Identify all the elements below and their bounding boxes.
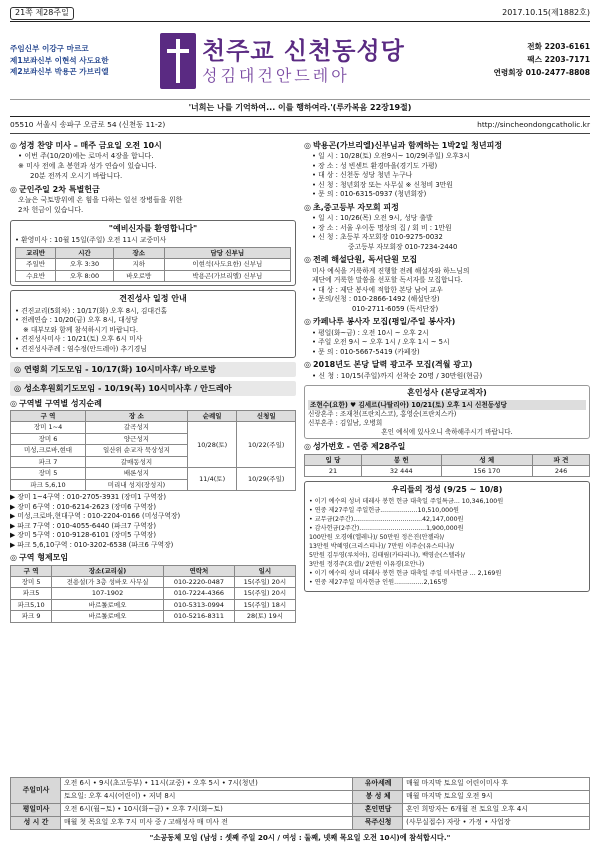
table-cell: 바르톨로메오 bbox=[52, 599, 164, 610]
table-cell: 10/22(주일) bbox=[237, 422, 296, 468]
list-item: • 대 상 : 제단 봉사에 적합한 본당 남여 교우 bbox=[312, 285, 443, 294]
list-item: • 일 시 : 10/26(목) 오전 9시, 성당 출발 bbox=[312, 214, 433, 223]
section-brothers-meeting: ◎ 구역 형제모임 bbox=[10, 553, 69, 563]
contact-list bbox=[470, 41, 590, 80]
box-title: 견진성사 일정 안내 bbox=[119, 294, 187, 304]
section-calendar-ads: ◎ 2018년도 본당 달력 광고주 모집(격월 광고) bbox=[304, 360, 473, 370]
table-cell: 10/28(토) bbox=[187, 422, 237, 468]
list-item: • 교무금(2주간)...................................42,147,000원 bbox=[309, 515, 464, 523]
table-header: 시간 bbox=[56, 248, 114, 259]
table-header: 교리반 bbox=[16, 248, 56, 259]
table-header: 장소(교리실) bbox=[52, 565, 164, 576]
confirmation-list bbox=[15, 307, 291, 355]
list-item: 제단에 거룩한 말씀을 선포할 독서자를 모집합니다. bbox=[312, 276, 463, 285]
table-cell: 156 170 bbox=[441, 466, 533, 477]
list-item: 010-2711-6059 (독서단장) bbox=[352, 304, 439, 313]
parish-title bbox=[202, 35, 470, 87]
phone: 전화 2203-6161 bbox=[527, 42, 590, 52]
text-line: 2차 헌금이 있습니다. bbox=[18, 205, 84, 214]
highlight-funeral-prayer: ◎ 연령회 기도모임 - 10/17(화) 10시미사후/ 바오로방 bbox=[10, 362, 296, 377]
list-item: • 신 청 : 청년회장 또는 사무실 ※ 신청비 3만원 bbox=[312, 180, 453, 189]
table-header: 연락처 bbox=[163, 565, 234, 576]
section-title: 카페나루 봉사자 모집(평일/주일 봉사자) bbox=[312, 317, 456, 327]
table-cell: 15(주일) 18시 bbox=[234, 599, 295, 610]
list-item: • 신 청 : 초등부 자모회장 010-9275-0032 bbox=[312, 233, 443, 242]
offering-list bbox=[309, 498, 585, 588]
list-item: ▶ 장미 1~4구역 : 010-2705-3931 (장미1 구역장) bbox=[10, 493, 167, 502]
bible-mass-text bbox=[10, 152, 296, 181]
list-item: • 문의/신청 : 010-2866-1492 (해설단장) bbox=[312, 295, 440, 304]
table-cell: 28(토) 19시 bbox=[234, 611, 295, 622]
confirmation-box bbox=[10, 290, 296, 358]
list-item: ※ 대부모와 함께 참석하시기 바랍니다. bbox=[23, 325, 138, 334]
section-title: 초,중고등부 자모회 피정 bbox=[312, 202, 399, 212]
text-line: ※ 미사 전에 초 봉헌과 성가 연습이 있습니다. bbox=[18, 162, 157, 171]
table-cell: 파크5 bbox=[11, 588, 52, 599]
table-cell: 15(주일) 20시 bbox=[234, 588, 295, 599]
list-item: ▶ 장미 6구역 : 010-6214-2623 (장미6 구역장) bbox=[10, 502, 156, 511]
wedding-couple: 조현수(요한) ♥ 김세르(나탈리아) 10/21(토) 오후 1시 신천동성당 bbox=[308, 400, 586, 411]
section-pilgrimage: ◎ 구역별 구역별 성지순례 bbox=[10, 398, 102, 408]
table-cell: 수요반 bbox=[16, 270, 56, 281]
table-row bbox=[11, 588, 296, 599]
address: 05510 서울시 송파구 오금로 54 (신천동 11-2) bbox=[10, 120, 166, 130]
list-item: • 견진성사주례 : 염수정(안드레아) 추기경님 bbox=[15, 344, 147, 353]
schedule-label: 성 시 간 bbox=[11, 816, 61, 829]
table-header: 순례일 bbox=[187, 410, 237, 421]
issue-date: 2017.10.15(제1882호) bbox=[502, 8, 590, 18]
box-title: 우리들의 정성 (9/25 ~ 10/8) bbox=[391, 485, 503, 495]
schedule-value: 혼인 희망자는 6개월 전 토요일 오후 4시 bbox=[403, 803, 590, 816]
table-cell: 갈매동성지 bbox=[86, 456, 188, 467]
text-line: 혼인 예식에 있사오니 축하해주시기 바랍니다. bbox=[381, 427, 513, 436]
table-cell: 21 bbox=[305, 466, 362, 477]
schedule-label: 유아세례 bbox=[353, 777, 403, 790]
list-item: • 연중 제27주일 주일헌금...................10,510,000원 bbox=[309, 506, 459, 514]
table-row bbox=[11, 576, 296, 587]
schedule-value: 매월 첫 목요일 오후 7시 미사 중 / 고해성사 매 미사 전 bbox=[61, 816, 353, 829]
parish-name: 천주교 신천동성당 bbox=[202, 35, 405, 65]
list-item: ▶ 장미 5구역 : 010-9128-6101 (장미5 구역장) bbox=[10, 531, 156, 540]
section-title: 박용곤(가브리엘)신부님과 함께하는 1박2일 청년피정 bbox=[312, 141, 503, 151]
highlight-text: 성소후원회기도모임 - 10/19(목) 10시미사후 / 안드레아 bbox=[24, 382, 232, 393]
list-item: • 평일(화~금) : 오전 10시 ~ 오후 2시 bbox=[312, 328, 429, 337]
schedule-label: 묵주신청 bbox=[353, 816, 403, 829]
address-bar bbox=[10, 117, 590, 134]
table-cell: 010-5216-8311 bbox=[163, 611, 234, 622]
schedule-label: 주일미사 bbox=[11, 777, 61, 803]
table-cell: 오후 8:00 bbox=[56, 270, 114, 281]
schedule-label: 혼인면담 bbox=[353, 803, 403, 816]
wedding-box bbox=[304, 385, 590, 440]
welcome-mass-line: • 환영미사 : 10월 15일(주일) 오전 11시 교중미사 bbox=[15, 236, 167, 245]
small-community-note: "소공동체 모임 (남성 : 셋째 주일 20시 / 여성 : 둘째, 넷째 목요일 오전 10시)에 참석합시다." bbox=[149, 832, 451, 842]
class-table bbox=[15, 247, 291, 282]
schedule-label: 봉 성 체 bbox=[353, 790, 403, 803]
table-cell: 이현석(사도요한) 신부님 bbox=[164, 259, 290, 270]
cafe-volunteer-list bbox=[304, 329, 590, 358]
list-item: • 문 의 : 010-5667-5419 (카페장) bbox=[312, 347, 420, 356]
table-cell: 32 444 bbox=[361, 466, 441, 477]
military-offering-text bbox=[10, 196, 296, 216]
table-row bbox=[11, 422, 296, 433]
list-item: ▶ 파크 5,6,10구역 : 010-3202-6538 (파크6 구역장) bbox=[10, 540, 174, 549]
table-cell: 010-2220-0487 bbox=[163, 576, 234, 587]
table-cell: 양근성지 bbox=[86, 433, 188, 444]
list-item: ▶ 미성,크로바,현대구역 : 010-2204-0166 (미성구역장) bbox=[10, 512, 181, 521]
table-cell: 오후 3:30 bbox=[56, 259, 114, 270]
issue-week: 21쪽 제28주일 bbox=[10, 7, 74, 19]
table-cell: 010-7224-4366 bbox=[163, 588, 234, 599]
table-row bbox=[11, 777, 590, 790]
table-header: 담당 신부님 bbox=[164, 248, 290, 259]
table-cell: 미성,크로바,현대 bbox=[11, 445, 86, 456]
list-item: ▶ 파크 7구역 : 010-4055-6440 (파크7 구역장) bbox=[10, 521, 156, 530]
section-youth-retreat: ◎ 박용곤(가브리엘)신부님과 함께하는 1박2일 청년피정 bbox=[304, 141, 503, 151]
list-item: 중고등부 자모회장 010-7234-2440 bbox=[348, 242, 458, 251]
youth-retreat-list bbox=[304, 152, 590, 200]
masthead bbox=[10, 22, 590, 100]
fax: 팩스 2203-7171 bbox=[527, 55, 590, 65]
section-title: 성가번호 - 연중 제28주일 bbox=[312, 442, 406, 452]
section-title: 구역별 구역별 성지순례 bbox=[18, 398, 102, 408]
table-cell: 파크5,10 bbox=[11, 599, 52, 610]
table-row bbox=[11, 599, 296, 610]
top-bar bbox=[10, 6, 590, 22]
table-cell: 11/4(토) bbox=[187, 468, 237, 491]
brothers-table bbox=[10, 565, 296, 623]
table-cell: 장미 5 bbox=[11, 576, 52, 587]
table-header: 장 소 bbox=[86, 410, 188, 421]
highlight-text: 연령회 기도모임 - 10/17(화) 10시미사후/ 바오로방 bbox=[24, 364, 216, 375]
text-line: • 이번 주(10/20)에는 로마서 4장을 합니다. bbox=[18, 152, 154, 161]
schedule-value: 오전 6시(월~토) • 10시(화~금) • 오후 7시(화~토) bbox=[61, 803, 353, 816]
scripture-motto: '너희는 나를 기억하여... 이를 행하여라.'(루카복음 22장19절) bbox=[10, 100, 590, 117]
website-link[interactable]: http://sincheondongcatholic.kr bbox=[477, 120, 590, 130]
schedule-table bbox=[10, 777, 590, 830]
table-cell: 주일반 bbox=[16, 259, 56, 270]
liturgy-recruit-list bbox=[304, 267, 590, 315]
section-title: 2018년도 본당 달력 광고주 모집(격월 광고) bbox=[312, 360, 473, 370]
list-item: • 일 시 : 10/28(토) 오전9시~ 10/29(주일) 오후3시 bbox=[312, 152, 470, 161]
pilgrimage-table bbox=[10, 410, 296, 491]
left-column bbox=[10, 138, 296, 623]
church-logo-icon bbox=[160, 33, 196, 89]
table-row bbox=[11, 816, 590, 829]
section-cafe-volunteer: ◎ 카페나루 봉사자 모집(평일/주일 봉사자) bbox=[304, 317, 456, 327]
table-cell: 바오로방 bbox=[113, 270, 164, 281]
list-item: • 이기 예수의 성녀 데레사 봉헌 헌금 대축일 주일 미사헌금 ... 2,169원 bbox=[309, 569, 502, 577]
table-cell: 바르톨로메오 bbox=[52, 611, 164, 622]
text-line: 신랑혼주 : 조재천(프란치스코), 홍영순(프란치스카) bbox=[308, 410, 457, 419]
text-line: 신부혼주 : 김일남, 오병희 bbox=[308, 419, 383, 428]
table-header: 파 견 bbox=[533, 454, 590, 465]
list-item: 5만원 김두영(루치아), 김태림(카타리나), 백영순(스텔라)/ bbox=[309, 551, 465, 559]
schedule-value: 매월 마지막 토요일 어린이미사 후 bbox=[403, 777, 590, 790]
table-cell: 박용곤(가브리엘) 신부님 bbox=[164, 270, 290, 281]
table-row bbox=[11, 468, 296, 479]
table-header: 신청일 bbox=[237, 410, 296, 421]
table-cell: 장미 6 bbox=[11, 433, 86, 444]
table-row bbox=[11, 611, 296, 622]
box-title: "예비신자를 환영합니다" bbox=[108, 223, 198, 233]
section-title: 성경 찬양 미사 – 매주 금요일 오전 10시 bbox=[18, 141, 162, 151]
table-cell: 010-5313-0994 bbox=[163, 599, 234, 610]
section-title: 전례 해설단원, 독서단원 모집 bbox=[312, 255, 418, 265]
table-header: 입 당 bbox=[305, 454, 362, 465]
clergy-assistant-2: 제2보좌신부 박용곤 가브리엘 bbox=[10, 67, 109, 77]
table-cell: 246 bbox=[533, 466, 590, 477]
list-item: 3만원 정경주(요셉)/ 2만원 이유경(요안나) bbox=[309, 560, 425, 568]
section-title: 군인주일 2차 특별헌금 bbox=[18, 184, 100, 194]
pilgrimage-contacts bbox=[10, 493, 296, 550]
hymn-table bbox=[304, 454, 590, 478]
clergy-assistant-1: 제1보좌신부 이현석 사도요한 bbox=[10, 55, 109, 65]
text-line: 오늘은 국토방위에 온 힘을 다하는 일선 장병들을 위한 bbox=[18, 196, 183, 205]
clergy-list bbox=[10, 43, 160, 78]
text-line: 20분 전까지 오시기 바랍니다. bbox=[30, 172, 123, 180]
list-item: • 전례연습 : 10/20(금) 오후 8시, 대성당 bbox=[15, 316, 138, 325]
catechumen-box bbox=[10, 220, 296, 287]
funeral-contact: 연령회장 010-2477-8808 bbox=[493, 67, 590, 77]
table-header: 성 체 bbox=[441, 454, 533, 465]
list-item: 미사 예식을 거룩하게 진행할 전례 해설자와 하느님의 bbox=[312, 266, 470, 275]
section-mothers-retreat: ◎ 초,중고등부 자모회 피정 bbox=[304, 202, 399, 212]
list-item: • 연중 제27주일 미사헌금 인원...............2,165명 bbox=[309, 578, 448, 586]
list-item: • 견진성사미사 : 10/21(토) 오후 6시 미사 bbox=[15, 335, 143, 344]
table-cell: 일산위 순교자 묵상성지 bbox=[86, 445, 188, 456]
table-cell: 파크 7 bbox=[11, 456, 86, 467]
table-row bbox=[16, 259, 291, 270]
list-item: • 문 의 : 010-6315-0937 (청년회장) bbox=[312, 190, 427, 199]
table-header: 장소 bbox=[113, 248, 164, 259]
table-header: 봉 헌 bbox=[361, 454, 441, 465]
list-item: • 장 소 : 서울 우이동 명상의 집 / 회 비 : 1만원 bbox=[312, 223, 452, 232]
schedule-value: 매월 마지막 토요일 오전 9시 bbox=[403, 790, 590, 803]
table-cell: 갈곡성지 bbox=[86, 422, 188, 433]
schedule-value: 오전 6시 • 9시(초고등부) • 11시(교중) • 오후 5시 • 7시(청년) bbox=[61, 777, 353, 790]
clergy-pastor: 주임신부 이강구 마르코 bbox=[10, 43, 89, 53]
table-row bbox=[11, 790, 590, 803]
list-item: 13만원 박혜영(크리스티나)/ 7만원 이주순(유스티나)/ bbox=[309, 542, 455, 550]
section-hymns: ◎ 성가번호 - 연중 제28주일 bbox=[304, 442, 406, 452]
schedule-value: 토요일: 오후 4시(어린이) • 저녁 8시 bbox=[61, 790, 353, 803]
table-cell: 10/29(주일) bbox=[237, 468, 296, 491]
content-columns bbox=[10, 138, 590, 623]
list-item: • 감사헌금(2주간)..................................1,900,000원 bbox=[309, 524, 464, 532]
highlight-vocation-prayer: ◎ 성소후원회기도모임 - 10/19(목) 10시미사후 / 안드레아 bbox=[10, 381, 296, 396]
table-row bbox=[305, 466, 590, 477]
calendar-ads-line: • 신 청 : 10/15(주일)까지 선착순 20명 / 30만원(현금) bbox=[312, 371, 483, 380]
table-cell: 107-1902 bbox=[52, 588, 164, 599]
section-military-offering: ◎ 군인주일 2차 특별헌금 bbox=[10, 184, 100, 194]
list-item: • 이기 예수의 성녀 데레사 봉헌 헌금 대축일 주일특금... 10,346,100원 bbox=[309, 497, 504, 505]
mass-schedule-footer bbox=[10, 777, 590, 842]
section-liturgy-recruit: ◎ 전례 해설단원, 독서단원 모집 bbox=[304, 255, 418, 265]
table-header: 구 역 bbox=[11, 565, 52, 576]
section-title: 구역 형제모임 bbox=[18, 553, 69, 563]
table-cell: 15(주일) 20시 bbox=[234, 576, 295, 587]
table-cell: 파크 5,6,10 bbox=[11, 479, 86, 490]
table-cell: 장미 1~4 bbox=[11, 422, 86, 433]
table-header: 구 역 bbox=[11, 410, 86, 421]
list-item: • 주일 오전 9시 ~ 오후 1시 / 오후 1시 ~ 5시 bbox=[312, 338, 450, 347]
table-row bbox=[16, 270, 291, 281]
right-column bbox=[304, 138, 590, 623]
list-item: • 견진교리(5회차) : 10/17(화) 오후 8시, 김대건홀 bbox=[15, 306, 168, 315]
table-cell: 파크 9 bbox=[11, 611, 52, 622]
table-cell: 미리내 성지(장성지) bbox=[86, 479, 188, 490]
schedule-value: (사무실접수) 자랑 • 가정 • 사업장 bbox=[403, 816, 590, 829]
list-item: • 장 소 : 성 빈센트 환경마을(경기도 가평) bbox=[312, 161, 438, 170]
list-item: • 대 상 : 신천동 성당 청년 누구나 bbox=[312, 171, 413, 180]
offering-box bbox=[304, 481, 590, 591]
table-header: 일시 bbox=[234, 565, 295, 576]
mothers-retreat-list bbox=[304, 214, 590, 252]
section-bible-mass: ◎ 성경 찬양 미사 – 매주 금요일 오전 10시 bbox=[10, 141, 162, 151]
box-title: 혼인성사 (본당교적자) bbox=[407, 387, 487, 397]
list-item: 100만원 오경애(엘레나)/ 50만원 정은진(안젤라)/ bbox=[309, 533, 445, 541]
table-cell: 배론성지 bbox=[86, 468, 188, 479]
parish-patron: 성김대건안드레아 bbox=[202, 65, 350, 85]
table-cell: 지하 bbox=[113, 259, 164, 270]
table-row bbox=[11, 803, 590, 816]
table-cell: 전용설(가 3층 성바오 사무실 bbox=[52, 576, 164, 587]
table-cell: 장미 5 bbox=[11, 468, 86, 479]
schedule-label: 평일미사 bbox=[11, 803, 61, 816]
